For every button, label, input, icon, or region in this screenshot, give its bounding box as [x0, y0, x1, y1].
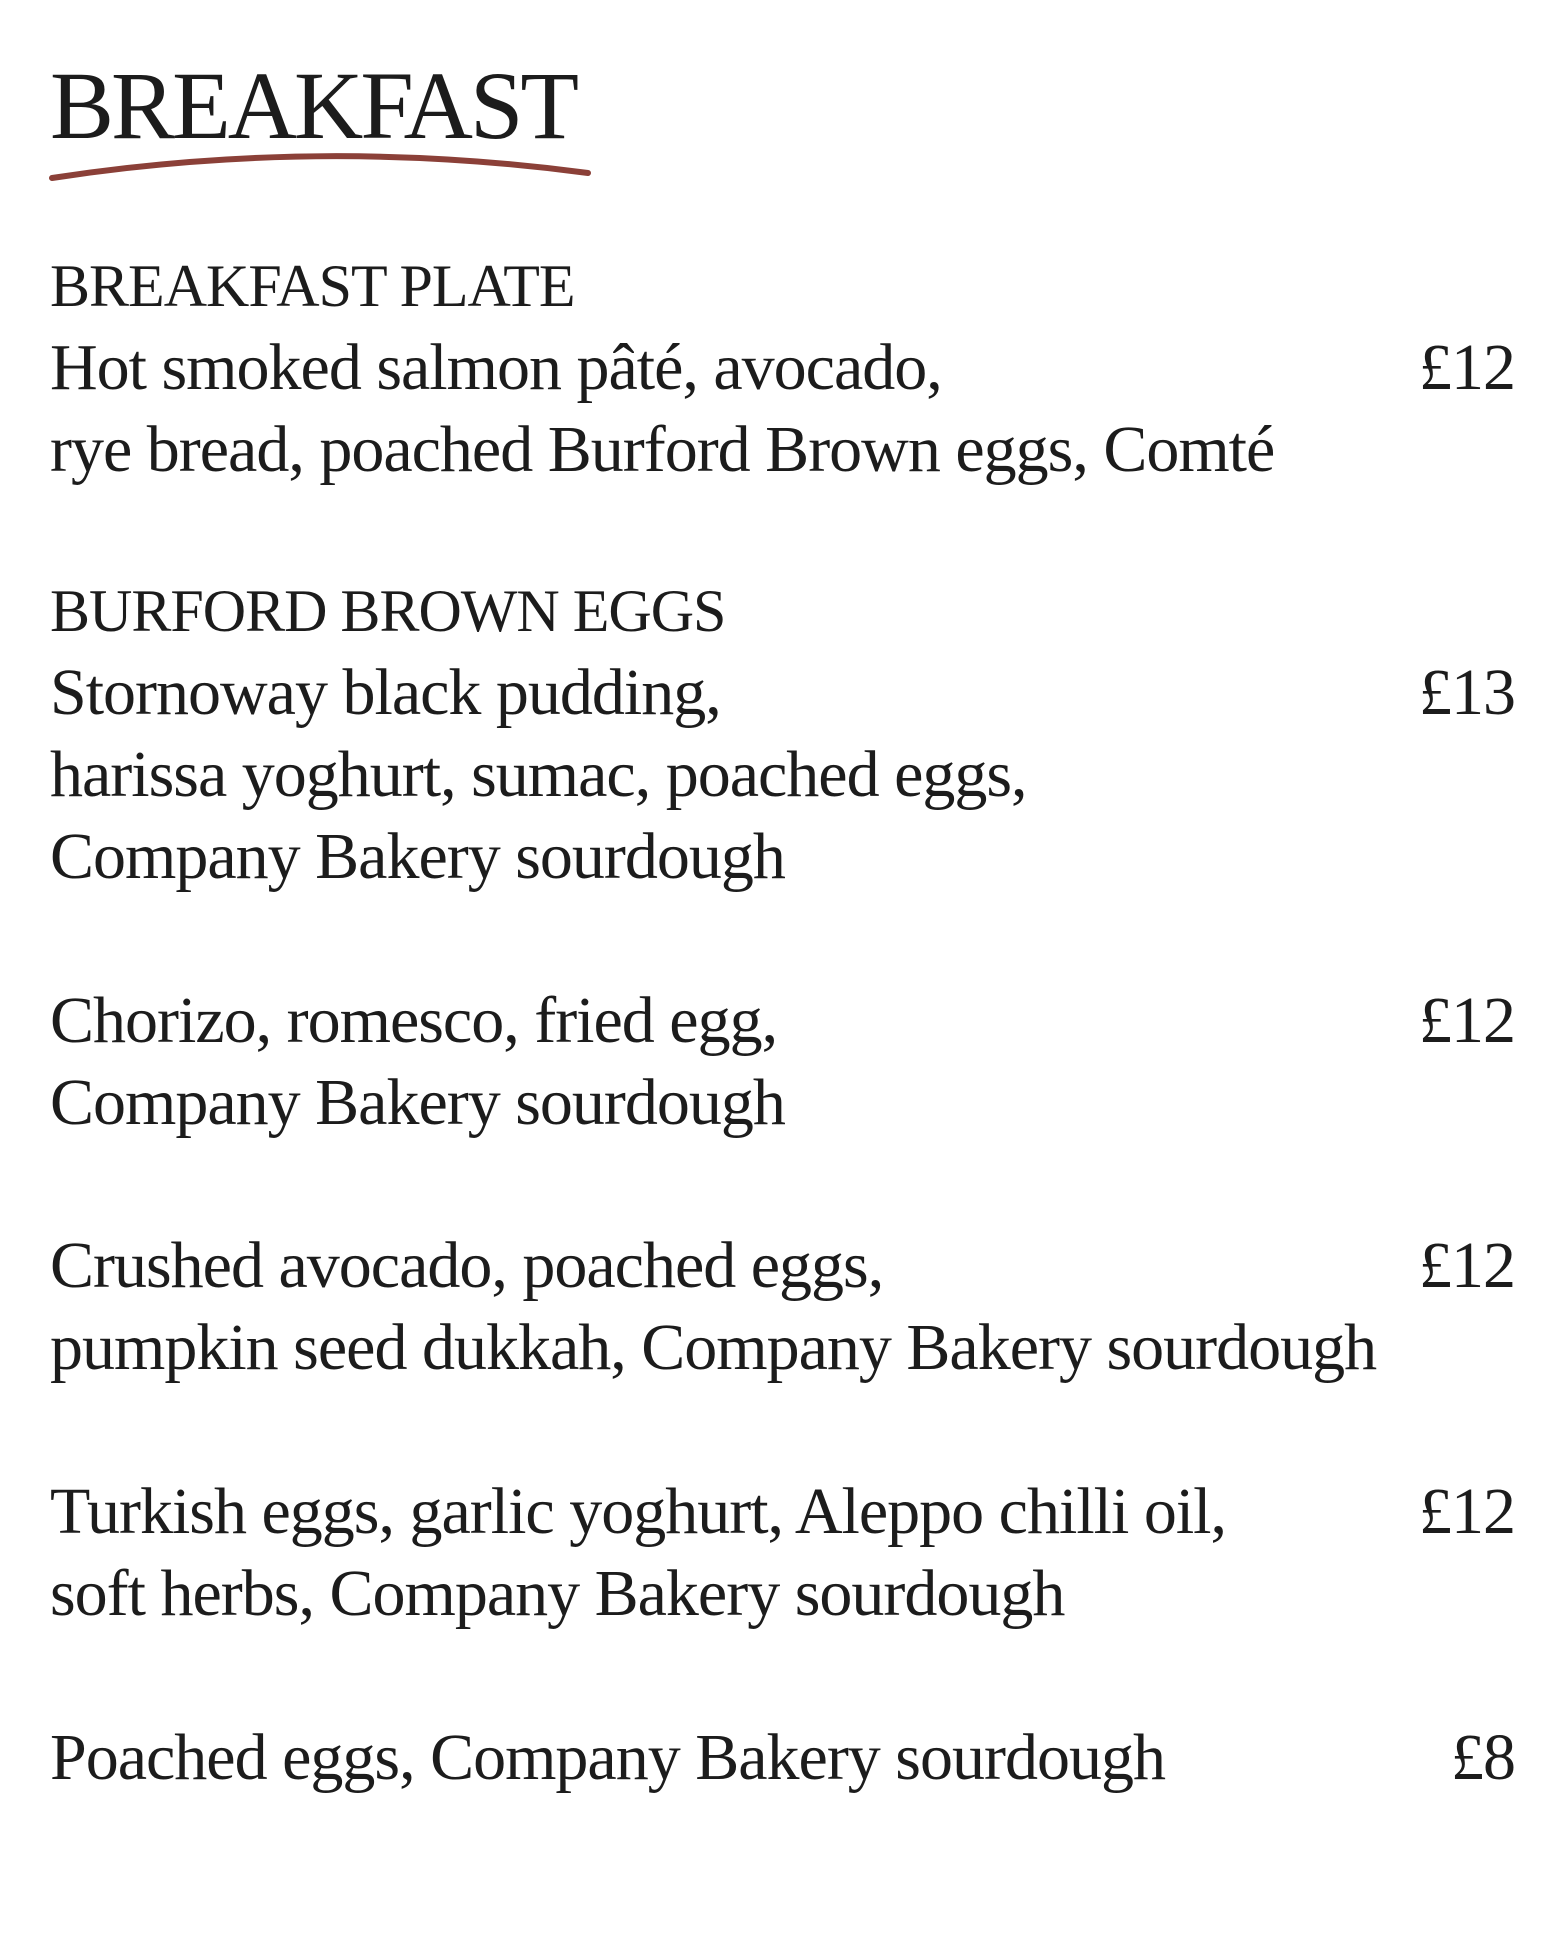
menu-item-crushed-avocado [50, 1225, 1515, 1389]
item-description-line: Hot smoked salmon pâté, avocado, [50, 331, 942, 404]
item-price: £12 [1419, 1229, 1515, 1302]
item-price: £12 [1419, 1475, 1515, 1548]
item-name: BURFORD BROWN EGGS [50, 578, 726, 644]
title-underline-stroke [52, 156, 588, 178]
item-description-line: pumpkin seed dukkah, Company Bakery sourdough [50, 1311, 1377, 1384]
item-description-line: harissa yoghurt, sumac, poached eggs, [50, 738, 1027, 811]
item-description-line: Crushed avocado, poached eggs, [50, 1229, 884, 1302]
menu-item-poached-eggs [50, 1717, 1515, 1799]
item-name: BREAKFAST PLATE [50, 253, 575, 319]
item-description-line: Company Bakery sourdough [50, 1066, 785, 1139]
item-description-line: soft herbs, Company Bakery sourdough [50, 1557, 1065, 1630]
menu-title: BREAKFAST [50, 52, 576, 159]
menu-item-burford-brown-eggs [50, 570, 1515, 898]
item-price: £12 [1419, 984, 1515, 1057]
item-price: £8 [1451, 1721, 1515, 1794]
item-price: £12 [1419, 331, 1515, 404]
item-description-line: Turkish eggs, garlic yoghurt, Aleppo chilli oil, [50, 1475, 1226, 1548]
title-underline [48, 145, 593, 185]
item-description-line: Chorizo, romesco, fried egg, [50, 984, 778, 1057]
item-description-line: Stornoway black pudding, [50, 656, 721, 729]
item-description-line: Company Bakery sourdough [50, 820, 785, 893]
menu-item-chorizo [50, 980, 1515, 1144]
item-price: £13 [1419, 656, 1515, 729]
item-description-line: Poached eggs, Company Bakery sourdough [50, 1721, 1165, 1794]
menu-item-breakfast-plate [50, 245, 1515, 491]
menu-item-turkish-eggs [50, 1471, 1515, 1635]
item-description-line: rye bread, poached Burford Brown eggs, Comté [50, 413, 1275, 486]
